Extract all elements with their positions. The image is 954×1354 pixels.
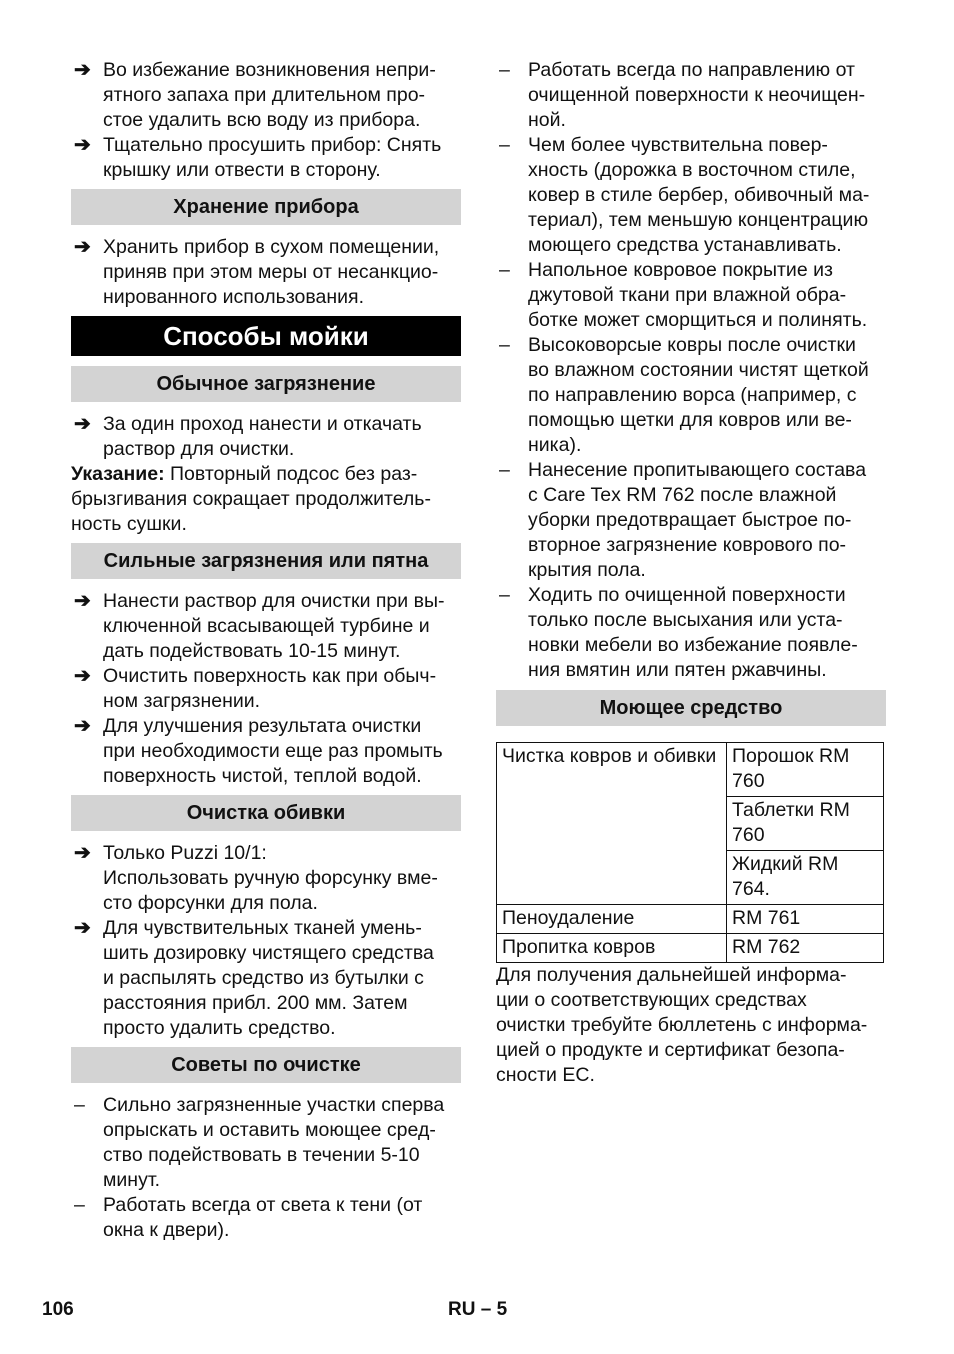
list-item [71,412,461,462]
list-item [496,583,886,683]
list-item [71,235,461,310]
item-text: Нанести раствор для очистки при вы- ключенной всасывающей турбине и дать подействовать 10-15 минут. [103,590,445,662]
list-item [496,258,886,333]
item-text: Хранить прибор в сухом помещении, приняв при этом меры от несанкцио- нированного использования. [103,236,440,308]
normal-soiling-heading: Обычное загрязнение [71,366,461,402]
item-text: Чем более чувствительна повер- хность (дорожка в восточном стиле, ковер в стиле бербер, обивочный ма- териал), тем меньшую концентрацию моющего средства устанавливать. [528,134,870,256]
table-cell: Порошок RM 760 [727,743,884,797]
item-text: Высоковорсые ковры после очистки во влажном состоянии чистят щеткой по направлению ворса (например, с помощью щетки для ковров или ве- ника). [528,334,869,456]
cleaning-tips-heading: Советы по очистке [71,1047,461,1083]
item-text: Нанесение пропитывающего состава с Care Tex RM 762 после влажной уборки предотвращает быстрое по- вторное загрязнение ковровоrо по- крытия пола. [528,459,867,581]
item-text: Работать всегда от света к тени (от окна к двери). [103,1194,423,1241]
dash-bullet: – [499,259,510,281]
item-text: Напольное ковровое покрытие из джутовой ткани при влажной обра- ботке может сморщиться и полинять. [528,259,868,331]
table-cell: Таблетки RM 760 [727,797,884,851]
table-row [497,905,884,934]
arrow-icon: ➔ [74,134,91,156]
list-item [496,333,886,458]
table-cell: Жидкий RM 764. [727,851,884,905]
list-item [71,916,461,1041]
table-row [497,743,884,797]
arrow-icon: ➔ [74,590,91,612]
dash-bullet: – [499,459,510,481]
arrow-icon: ➔ [74,236,91,258]
page-number: 106 [42,1299,74,1320]
table-cell: Пропитка ковров [497,934,727,963]
dash-bullet: – [499,584,510,606]
arrow-icon: ➔ [74,665,91,687]
table-cell: RM 761 [727,905,884,934]
note-paragraph [71,462,461,537]
right-column [496,58,886,1088]
heavy-soiling-heading: Сильные загрязнения или пятна [71,543,461,579]
item-text: Тщательно просушить прибор: Снять крышку или отвести в сторону. [103,134,442,181]
list-item [71,58,461,133]
section-title: Способы мойки [71,316,461,356]
item-text: Только Puzzi 10/1: Использовать ручную форсунку вме- сто форсунки для пола. [103,842,438,914]
list-item [71,664,461,714]
dash-bullet: – [499,334,510,356]
table-cell: RM 762 [727,934,884,963]
arrow-icon: ➔ [74,842,91,864]
dash-bullet: – [499,134,510,156]
language-page-label: RU – 5 [448,1299,508,1320]
item-text: Очистить поверхность как при обыч- ном загрязнении. [103,665,437,712]
arrow-icon: ➔ [74,917,91,939]
item-text: Ходить по очищенной поверхности только после высыхания или уста- новки мебели во избежание появле- ния вмятин или пятен ржавчины. [528,584,858,681]
item-text: Работать всегда по направлению от очищенной поверхности к неочищен- ной. [528,59,866,131]
left-column [71,58,461,1243]
item-text: Для улучшения результата очистки при необходимости еще раз промыть поверхность чистой, теплой водой. [103,715,443,787]
table-cell: Чистка ковров и обивки [497,743,727,905]
list-item [71,133,461,183]
table-row [497,934,884,963]
list-item [496,58,886,133]
dash-bullet: – [74,1094,85,1116]
item-text: Сильно загрязненные участки сперва опрыскать и оставить моющее сред- ство подействовать в течении 5-10 минут. [103,1094,445,1191]
list-item [71,1093,461,1193]
storage-heading: Хранение прибора [71,189,461,225]
table-cell: Пеноудаление [497,905,727,934]
detergent-info-paragraph: Для получения дальнейшей информа- ции о соответствующих средствах очистки требуйте бюллетень с информа- цией о продукте и сертификат безопа- сности ЕС. [496,964,868,1086]
list-item [496,133,886,258]
dash-bullet: – [499,59,510,81]
upholstery-heading: Очистка обивки [71,795,461,831]
note-text: Повторный подсос без раз- брызгивания сокращает продолжитель- ность сушки. [71,463,431,535]
item-text: Для чувствительных тканей умень- шить дозировку чистящего средства и распылять средство из бутылки с расстояния прибл. 200 мм. Затем просто удалить средство. [103,917,434,1039]
list-item [71,589,461,664]
dash-bullet: – [74,1194,85,1216]
note-label: Указание: [71,463,165,485]
item-text: Во избежание возникновения непри- ятного запаха при длительном про- стое удалить всю воду из прибора. [103,59,436,131]
item-text: За один проход нанести и откачать раствор для очистки. [103,413,422,460]
list-item [71,1193,461,1243]
detergent-heading: Моющее средство [496,690,886,726]
list-item [71,841,461,916]
arrow-icon: ➔ [74,59,91,81]
list-item [496,458,886,583]
arrow-icon: ➔ [74,715,91,737]
detergent-table [496,742,884,963]
list-item [71,714,461,789]
arrow-icon: ➔ [74,413,91,435]
